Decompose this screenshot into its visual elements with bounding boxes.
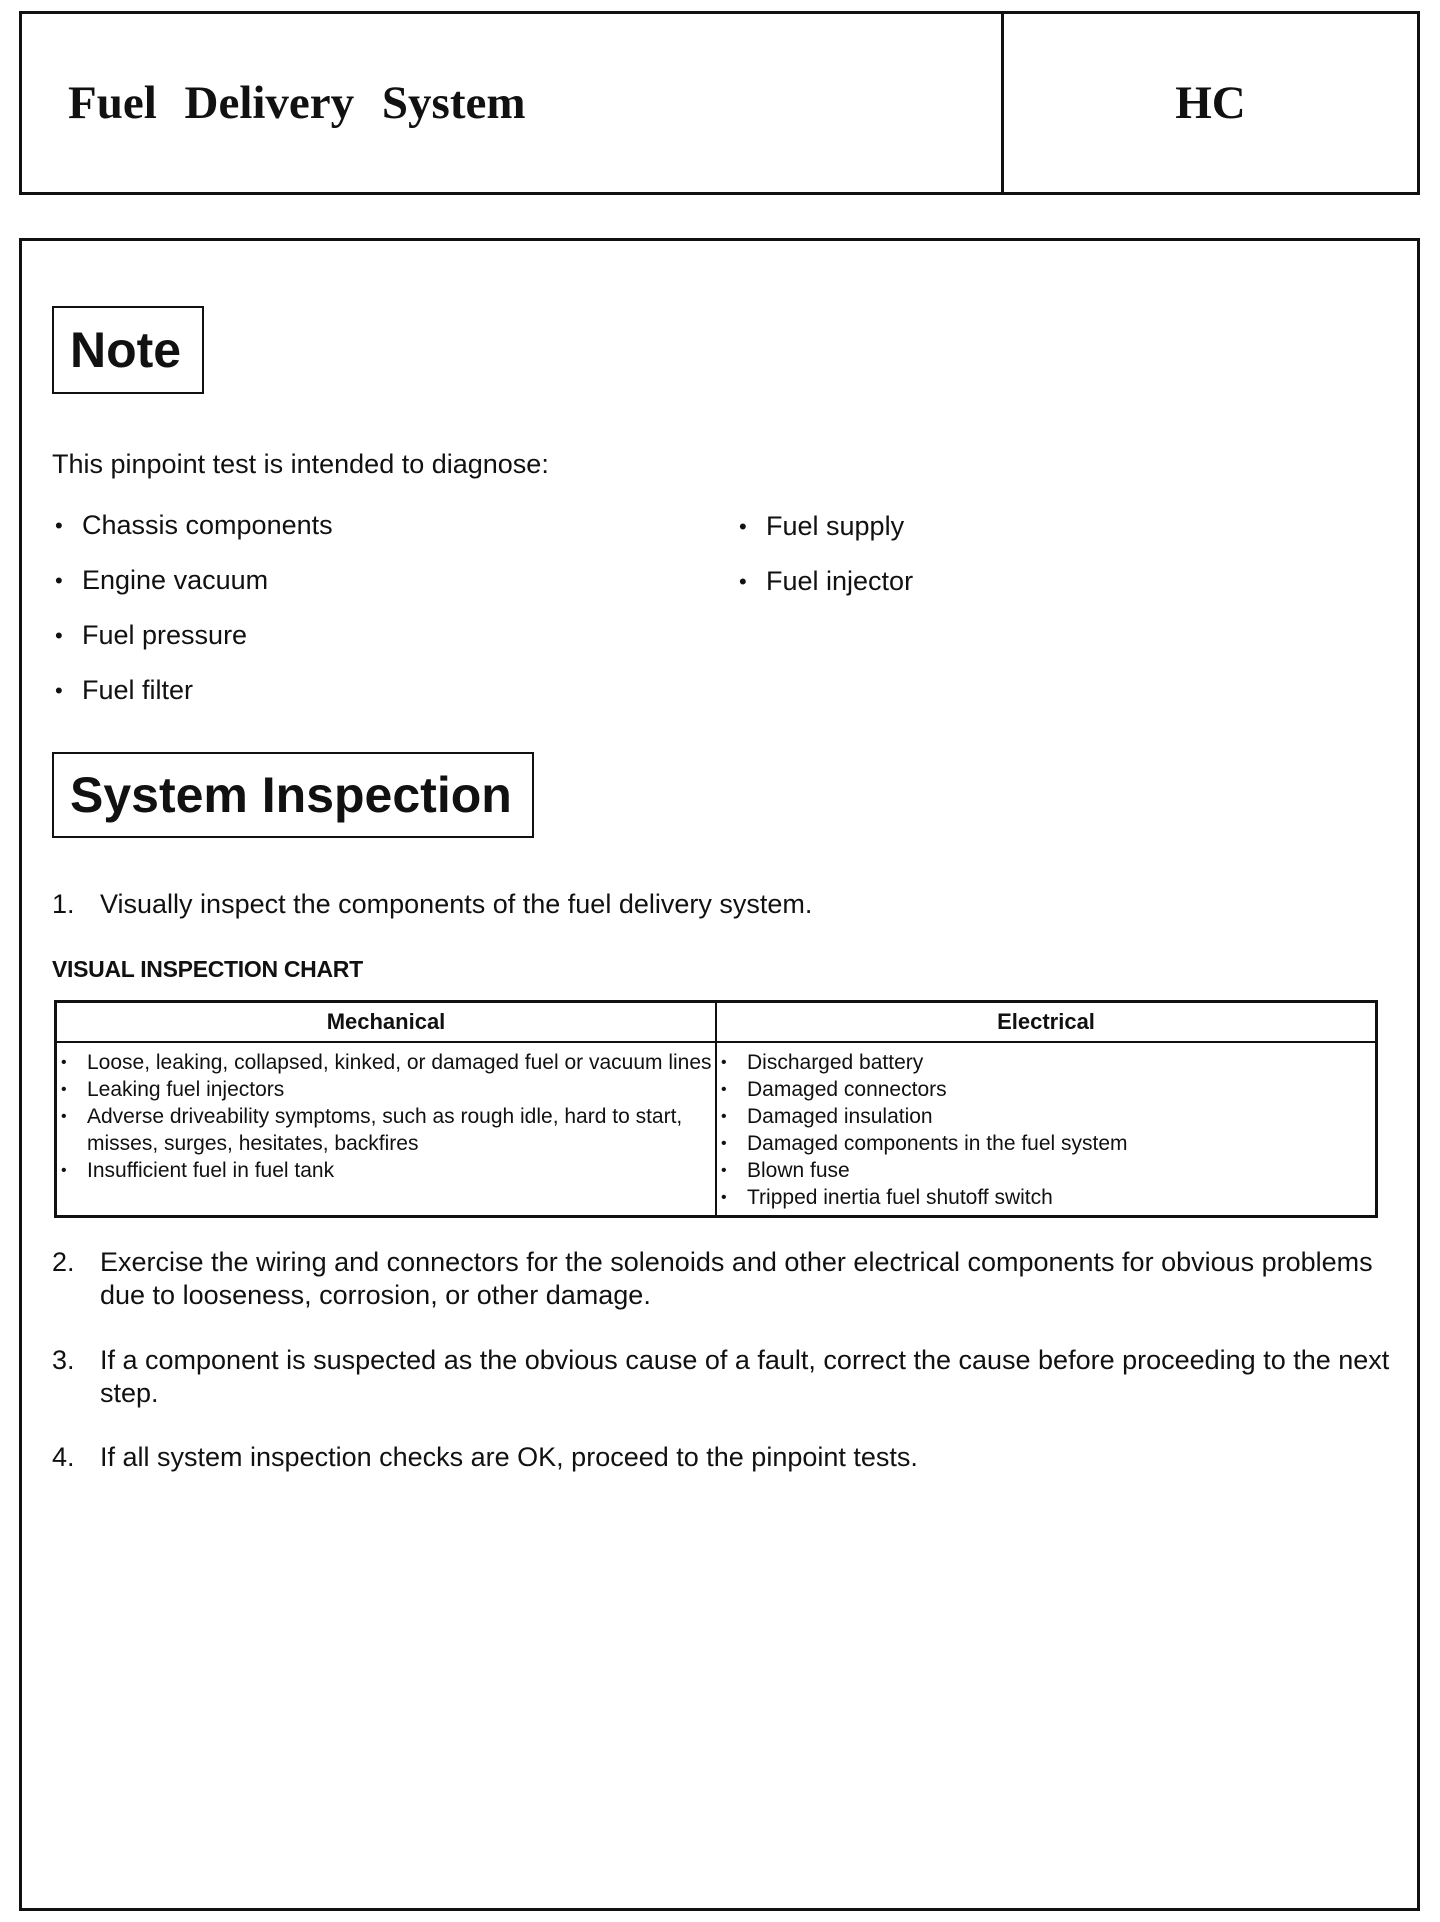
bullet-icon: • [721,1162,727,1179]
list-item: • Tripped inertia fuel shutoff switch [721,1186,1053,1209]
bullet-icon: • [61,1054,67,1071]
inspection-heading: System Inspection [52,752,534,838]
step-4: 4. If all system inspection checks are OK, proceed to the pinpoint tests. [52,1442,918,1472]
list-item: • Damaged components in the fuel system [721,1132,1128,1155]
mechanical-cell [56,1042,717,1217]
list-item: • Adverse driveability symptoms, such as rough idle, hard to start, misses, surges, hesitates, backfires [61,1105,683,1155]
bullet-icon: • [721,1081,727,1098]
diagnose-list-right [736,511,913,621]
list-item: • Insufficient fuel in fuel tank [61,1159,335,1182]
step-2: 2. Exercise the wiring and connectors for the solenoids and other electrical components for obvious problems due to looseness, corrosion, or other damage. [52,1247,1373,1310]
list-item: • Chassis components [52,510,333,565]
column-header-electrical: Electrical [716,1002,1377,1043]
bullet-icon: • [721,1108,727,1125]
bullet-icon: • [55,623,63,648]
bullet-icon: • [61,1081,67,1098]
diagnose-list-left [52,510,333,730]
list-item: • Fuel supply [736,511,913,566]
list-item: • Fuel pressure [52,620,333,675]
note-intro: This pinpoint test is intended to diagnose: [52,449,549,479]
bullet-icon: • [721,1189,727,1206]
list-item: • Fuel filter [52,675,333,730]
bullet-icon: • [61,1162,67,1179]
list-item: • Fuel injector [736,566,913,621]
list-item: • Leaking fuel injectors [61,1078,285,1101]
list-item: • Damaged insulation [721,1105,933,1128]
visual-inspection-chart [54,1000,1378,1218]
list-item: • Blown fuse [721,1159,850,1182]
column-header-mechanical: Mechanical [56,1002,717,1043]
chart-title: VISUAL INSPECTION CHART [52,956,363,982]
list-item: • Discharged battery [721,1051,924,1074]
bullet-icon: • [721,1135,727,1152]
bullet-icon: • [61,1108,67,1125]
content-panel [19,238,1420,1911]
electrical-cell [716,1042,1377,1217]
bullet-icon: • [721,1054,727,1071]
bullet-icon: • [55,568,63,593]
page-title: Fuel Delivery System [22,14,1004,192]
section-code: HC [1175,77,1246,129]
bullet-icon: • [739,569,747,594]
bullet-icon: • [55,678,63,703]
page-header [19,11,1420,195]
list-item: • Loose, leaking, collapsed, kinked, or damaged fuel or vacuum lines [61,1051,712,1074]
list-item: • Damaged connectors [721,1078,947,1101]
list-item: • Engine vacuum [52,565,333,620]
note-heading: Note [52,306,204,394]
step-3: 3. If a component is suspected as the obvious cause of a fault, correct the cause before proceeding to the next step. [52,1345,1390,1408]
bullet-icon: • [55,513,63,538]
bullet-icon: • [739,514,747,539]
step-1: 1. Visually inspect the components of the fuel delivery system. [52,889,813,919]
